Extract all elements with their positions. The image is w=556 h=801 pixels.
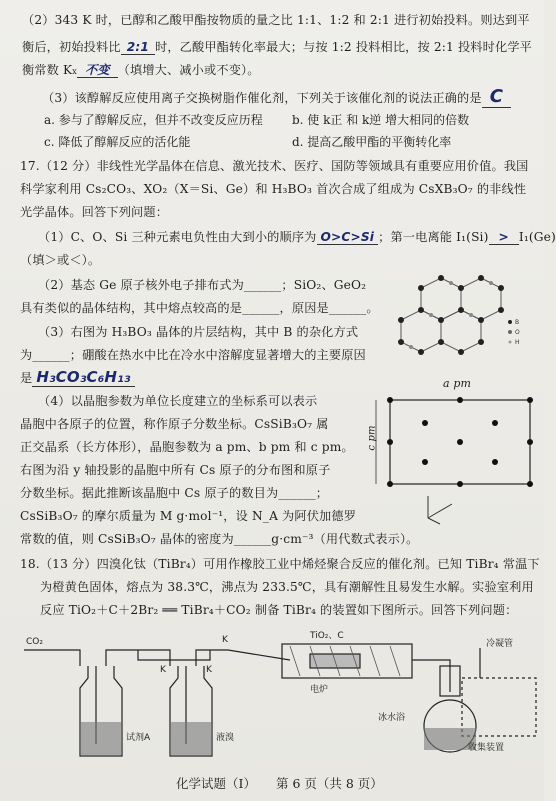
q17-line10-text: 是 — [20, 371, 33, 385]
q16-line3-text-a: 衡常数 K — [22, 63, 73, 77]
ring-1 — [421, 278, 461, 320]
furnace-hatch — [290, 646, 300, 676]
reagent-a-label: 试剂A — [126, 733, 151, 743]
atom — [438, 275, 444, 281]
atom — [478, 275, 484, 281]
cs-atom — [527, 439, 533, 445]
atom — [398, 339, 404, 345]
legend-o-dot — [508, 330, 512, 334]
q17-line17: 常数的值，则 CsSiB₃O₇ 晶体的密度为______g·cm⁻³（用代数式表示）。 — [20, 532, 419, 546]
bottle2-liquid — [171, 722, 211, 755]
cs-atom — [422, 420, 428, 426]
fig-cpm-label: c pm — [366, 425, 378, 451]
atom — [478, 339, 484, 345]
q16-line4-text: （3）该醇解反应使用离子交换树脂作催化剂，下列关于该催化剂的说法正确的是 — [42, 91, 482, 105]
atom — [498, 307, 504, 313]
cs-atom — [387, 439, 393, 445]
cs-projection-figure — [368, 390, 538, 530]
collection-device-box — [462, 678, 536, 736]
q16-line3-text-b: （填增大、减小或不变）。 — [117, 63, 260, 77]
collection-label: 收集装置 — [468, 743, 505, 753]
atom — [429, 313, 433, 317]
q16-answer-k: 不变 — [77, 63, 118, 78]
atom — [418, 285, 424, 291]
q17-line11: （4）以晶胞参数为单位长度建立的坐标系可以表示 — [38, 394, 318, 408]
fig-apm-label: a pm — [443, 377, 472, 390]
cs-atom — [422, 459, 428, 465]
q18-line1: 18.（13 分）四溴化钛（TiBr₄）可用作橡胶工业中烯烃聚合反应的催化剂。已知 TiBr₄ 常温下 — [20, 557, 540, 571]
q17-line14: 右图为沿 y 轴投影的晶胞中所有 Cs 原子的分布图和原子 — [20, 463, 331, 477]
q16-line3: 衡常数 Kx 不变 （填增大、减小或不变）。 — [22, 63, 260, 77]
ice-bath-label: 冰水浴 — [378, 713, 406, 723]
atom — [498, 285, 504, 291]
q17-answer-electronegativity: O>C>Si — [317, 230, 379, 245]
q17-line15: 分数坐标。据此推断该晶胞中 Cs 原子的数目为______； — [20, 486, 329, 500]
k-label-right: K — [206, 665, 212, 675]
q17-line12: 晶胞中各原子的位置，称作原子分数坐标。CsSiB₃O₇ 属 — [20, 417, 329, 431]
atom — [438, 317, 444, 323]
cs-atom — [492, 420, 498, 426]
q16-line2-text-a: 衡后，初始投料比 — [22, 40, 121, 54]
cs-atom — [457, 397, 463, 403]
q17-line4 — [38, 229, 556, 245]
q17-line1: 17.（12 分）非线性光学晶体在信息、激光技术、医疗、国防等领域具有重要应用价值。我国 — [20, 159, 529, 173]
cs-atom — [492, 459, 498, 465]
atom — [418, 349, 424, 355]
outlet-tube — [412, 660, 450, 692]
cs-atom — [527, 481, 533, 487]
co2-inlet-tube — [24, 650, 80, 666]
axis-y — [428, 518, 440, 524]
q17-line4-text-c: I₁(Ge) — [518, 230, 556, 244]
bypass-tube — [138, 650, 210, 660]
apparatus-diagram — [10, 626, 538, 768]
furnace-label: 电炉 — [310, 685, 329, 695]
q17-answer-ionization: > — [489, 230, 519, 245]
h3bo3-layer-figure — [386, 258, 536, 370]
footer-subject: 化学试题（Ⅰ） — [176, 776, 256, 791]
q16-option-d: d. 提高乙酸甲酯的平衡转化率 — [292, 135, 452, 149]
atom — [418, 307, 424, 313]
q16-line1: （2）343 K 时，已醇和乙酸甲酯按物质的量之比 1:1、1:2 和 2:1 进行初始投料。则达到平 — [22, 13, 530, 27]
q16-answer-ratio: 2:1 — [121, 40, 155, 55]
q17-line2: 科学家利用 Cs₂CO₃、XO₂（X＝Si、Ge）和 H₃BO₃ 首次合成了组成为 CsXB₃O₇ 的非线性 — [20, 182, 527, 196]
atom — [398, 317, 404, 323]
q18-line2: 为橙黄色固体，熔点为 38.3℃，沸点为 233.5℃，具有潮解性且易发生水解。实验室利用 — [40, 580, 534, 594]
ring-4 — [461, 278, 501, 320]
bottle1-liquid — [81, 722, 121, 755]
q17-line3: 光学晶体。回答下列问题： — [20, 205, 169, 219]
q17-line6: （2）基态 Ge 原子核外电子排布式为______；SiO₂、GeO₂ — [38, 278, 367, 292]
ring-2 — [441, 310, 481, 352]
q16-line2 — [22, 39, 532, 55]
connector-2-k — [196, 650, 228, 666]
liquid-bromine-label: 液溴 — [216, 733, 235, 743]
cs-atom — [457, 481, 463, 487]
q17-line4-text-b: ；第一电离能 I₁(Si) — [378, 230, 489, 244]
q17-line5: （填＞或＜）。 — [20, 253, 101, 267]
q17-line7: 具有类似的晶体结构，其中熔点较高的是______，原因是______。 — [20, 301, 379, 315]
q17-line9: 为______；硼酸在热水中比在冷水中溶解度显著增大的主要原因 — [20, 348, 366, 362]
q18-line3: 反应 TiO₂＋C＋2Br₂ ══ TiBr₄＋CO₂ 制备 TiBr₄ 的装置如下图所示。回答下列问题： — [40, 603, 518, 617]
k-label-left: K — [160, 665, 166, 675]
atom — [478, 317, 484, 323]
atom — [489, 281, 493, 285]
q16-option-c: c. 降低了醇解反应的活化能 — [44, 135, 191, 149]
co2-label: CO₂ — [26, 637, 43, 647]
atom — [458, 349, 464, 355]
q16-line2-text-b: 时，乙酸甲酯转化率最大；与按 1:2 投料相比，按 2:1 投料时化学平 — [155, 40, 532, 54]
cs-atom — [457, 439, 463, 445]
ring-3 — [401, 310, 441, 352]
q16-option-b: b. 使 k正 和 k逆 增大相同的倍数 — [292, 113, 470, 127]
condenser-label: 冷凝管 — [486, 639, 514, 649]
atom — [438, 339, 444, 345]
tio2-c-label: TiO₂、C — [310, 631, 344, 641]
q17-line8: （3）右图为 H₃BO₃ 晶体的片层结构，其中 B 的杂化方式 — [38, 325, 359, 339]
furnace-hatch — [370, 646, 380, 676]
atom — [458, 285, 464, 291]
furnace-hatch — [390, 646, 400, 676]
legend-o-label: O — [515, 329, 520, 336]
cs-atom — [387, 481, 393, 487]
legend-h-label: H — [515, 339, 520, 346]
atom — [449, 281, 453, 285]
k-label-top: K — [222, 635, 228, 645]
footer-page-number: 第 6 页（共 8 页） — [276, 776, 383, 791]
axis-x — [428, 504, 452, 518]
legend-h-dot — [509, 341, 512, 344]
atom — [469, 313, 473, 317]
cs-atom — [387, 397, 393, 403]
q16-option-a: a. 参与了醇解反应，但并不改变反应历程 — [44, 113, 263, 127]
tube-to-furnace — [228, 650, 290, 660]
q17-line10 — [20, 369, 135, 386]
atom — [458, 307, 464, 313]
q16-answer-choice: C — [482, 86, 511, 108]
legend-b-label: B — [515, 319, 520, 326]
q17-line13: 正交晶系（长方体形），晶胞参数为 a pm、b pm 和 c pm。 — [20, 440, 354, 454]
legend-b-dot — [508, 320, 512, 324]
q17-line4-text-a: （1）C、O、Si 三种元素电负性由大到小的顺序为 — [38, 230, 317, 244]
q16-line4 — [42, 86, 511, 107]
atom — [409, 345, 413, 349]
cs-atom — [527, 397, 533, 403]
q17-answer-reason: H₃CO₃C₆H₁₃ — [32, 368, 134, 387]
q17-line16: CsSiB₃O₇ 的摩尔质量为 M g·mol⁻¹，设 N_A 为阿伏加德罗 — [20, 509, 357, 523]
